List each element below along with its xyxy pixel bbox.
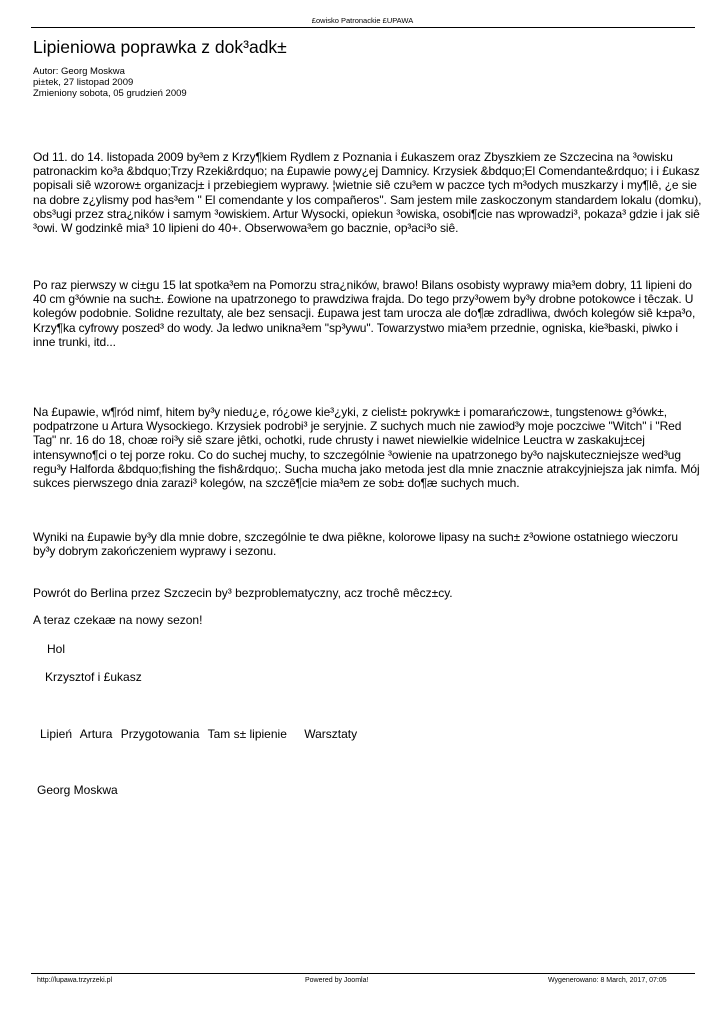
article-meta [33, 66, 187, 99]
footer-url[interactable]: http://lupawa.trzyrzeki.pl [37, 977, 113, 984]
article-signoff: Krzysztof i £ukasz [45, 670, 142, 684]
site-name: £owisko Patronackie £UPAWA [311, 16, 414, 25]
article-paragraph: Wyniki na £upawie by³y dla mnie dobre, szczególnie te dwa piêkne, kolorowe lipasy na such± z³owione ostatniego wieczoru by³y dobrym zakończeniem wyprawy i sezonu. [33, 530, 678, 559]
article-author: Autor: Georg Moskwa [33, 66, 125, 77]
tag-link[interactable]: Warsztaty [304, 727, 358, 741]
article-signature: Georg Moskwa [37, 783, 118, 797]
article-modified-date: Zmieniony sobota, 05 grudzień 2009 [33, 88, 187, 99]
footer-generated-date: Wygenerowano: 8 March, 2017, 07:05 [548, 977, 667, 984]
header-divider [31, 27, 695, 28]
footer-powered-by: Powered by Joomla! [305, 977, 369, 984]
article-line-return: Powrót do Berlina przez Szczecin by³ bezproblematyczny, acz trochê mêcz±cy. [33, 586, 453, 600]
tag-link[interactable]: Tam s± lipienie [207, 727, 287, 741]
article-greeting: Hol [47, 642, 66, 656]
footer-divider [31, 973, 695, 974]
article-tags [40, 727, 362, 741]
article-title: Lipieniowa poprawka z dok³adk± [33, 37, 287, 57]
article-created-date: pi±tek, 27 listopad 2009 [33, 77, 134, 88]
tag-link[interactable]: Artura [79, 727, 113, 741]
tag-link[interactable]: Przygotowania [120, 727, 200, 741]
article-paragraph: Od 11. do 14. listopada 2009 by³em z Krzy¶kiem Rydlem z Poznania i £ukaszem oraz Zbyszkiem ze Szczecina na ³owisku patronackim ko³a &bdquo;Trzy Rzeki&rdquo; na £upawie powy¿ej Damnicy. Krzysiek &bdquo;El Comendante&rdquo; i i £ukasz popisali siê wzorow± organizacj± i przebiegiem wyprawy. ¦wietnie siê czu³em w paczce tych m³odych muszkarzy i my¶lê, ¿e sie na dobre z¿ylismy pod has³em " El comendante y los compañeros". Sam jestem mile zaskoczonym standardem lokalu (domku), obs³ugi przez stra¿ników i samym ³owiskiem. Artur Wysocki, opiekun ³owiska, osobi¶cie nas wprowadzi³, pokaza³ gdzie i jak siê ³owi. W godzinkê mia³ 10 lipieni do 40+. Obserwowa³em go bacznie, op³aci³o siê. [33, 150, 702, 236]
tag-link[interactable]: Lipień [40, 727, 73, 741]
article-paragraph: Na £upawie, w¶ród nimf, hitem by³y niedu¿e, ró¿owe kie³¿yki, z cielist± pokrywk± i pomarańczow±, tungstenow± g³ówk±, podpatrzone u Artura Wysockiego. Krzysiek podrobi³ je seryjnie. Z suchych much nie zawiod³y moje poczciwe "Witch" i "Red Tag" nr. 16 do 18, choæ roi³y siê szare jêtki, ochotki, rude chrusty i nawet niewielkie widelnice Leuctra w zaskakuj±cej intensywno¶ci o tej porze roku. Co do suchej muchy, to szczególnie ³owienie na upatrzonego by³o najskuteczniejsze wed³ug regu³y Halforda &bdquo;fishing the fish&rdquo;. Sucha mucha jako metoda jest dla mnie znacznie atrakcyjniejsza jak nimfa. Mój sukces pierwszego dnia zarazi³ kolegów, na szczê¶cie mia³em ze sob± do¶æ suchych much. [33, 405, 700, 491]
article-paragraph: Po raz pierwszy w ci±gu 15 lat spotka³em na Pomorzu stra¿ników, brawo! Bilans osobisty wyprawy mia³em dobry, 11 lipieni do 40 cm g³ównie na such±. £owione na upatrzonego to prawdziwa frajda. Do tego przy³owem by³y drobne potokowce i têczak. U kolegów podobnie. Solidne rezultaty, ale bez sensacji. £upawa jest tam urocza ale do¶æ zdradliwa, dwóch kolegów siê k±pa³o, Krzy¶ka cyfrowy poszed³ do wody. Ja ledwo unikna³em "sp³ywu". Towarzystwo mia³em przednie, ogniska, kie³baski, piwko i inne trunki, itd... [33, 278, 696, 349]
article-line-season: A teraz czekaæ na nowy sezon! [33, 613, 203, 627]
